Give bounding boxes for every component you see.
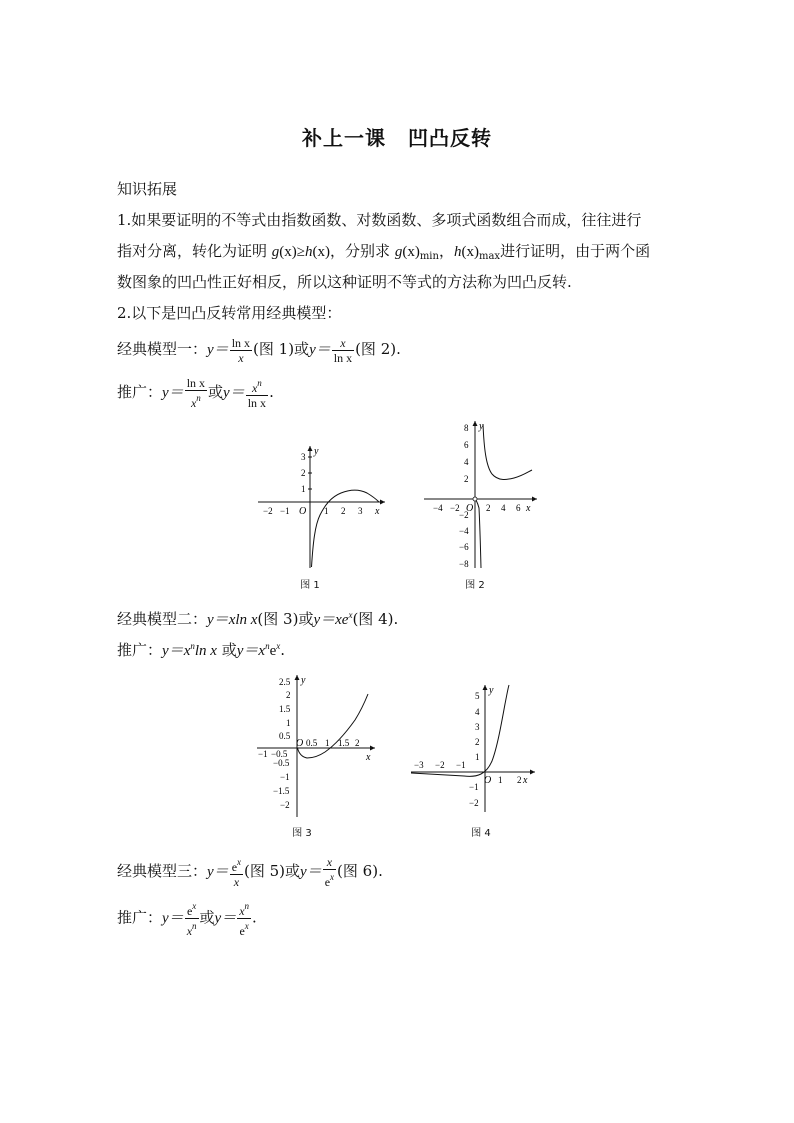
tick-label: −2 (469, 798, 479, 808)
math-h: h (453, 244, 462, 260)
text-span: . (269, 383, 274, 401)
exponent: x (237, 857, 242, 867)
fraction (237, 899, 251, 938)
math-y-eq: y＝ (223, 385, 245, 401)
frac-num (246, 376, 268, 396)
figure-1-caption: 图 1 (300, 580, 320, 591)
math-y-eq: y＝ (207, 612, 229, 628)
frac-den: ln x (247, 396, 267, 410)
math-y-eq: y＝ (313, 612, 336, 628)
x-axis-arrow (370, 746, 375, 751)
sub-min: min (419, 251, 439, 262)
tick-label: −1.5 (273, 786, 290, 796)
fraction (332, 336, 354, 365)
tick-label: 1.5 (279, 704, 291, 714)
tick-label: 0.5 (279, 731, 291, 741)
tick-label: 2 (341, 506, 346, 516)
text-span: . (252, 908, 257, 927)
text-span: 或 (208, 383, 224, 401)
tick-label: 1 (325, 738, 330, 748)
base: x (190, 396, 197, 410)
model-label: 经典模型一： (117, 340, 208, 358)
fig-ref: (图 4). (352, 610, 399, 628)
tick-label: 8 (464, 423, 469, 433)
frac-den: ln x (333, 350, 353, 365)
ext1-line (117, 376, 274, 410)
text-span: 或 (199, 908, 215, 927)
base: e (186, 904, 193, 918)
exponent: x (348, 610, 353, 620)
text-span: 或 (221, 641, 237, 659)
tick-label: 1 (498, 775, 503, 785)
section-heading: 知识拓展 (117, 180, 178, 198)
y-axis-label: y (301, 675, 306, 686)
exponent: x (330, 872, 335, 882)
math-geq: ≥ (296, 244, 306, 260)
math-paren: (x) (279, 244, 297, 260)
para1-line2 (117, 240, 650, 268)
math-expr: xln x (228, 612, 258, 628)
math-x: x (183, 643, 191, 659)
title-part1: 补上一课 (302, 126, 386, 150)
figure-4-caption: 图 4 (471, 828, 491, 839)
origin-label: O (484, 775, 492, 786)
math-y-eq: y＝ (214, 910, 237, 927)
fraction (323, 855, 336, 889)
y-axis-label: y (314, 446, 319, 457)
figure-4-graph (409, 682, 539, 814)
tick-label: 2.5 (279, 677, 291, 687)
exponent: n (244, 901, 250, 911)
tick-label: 4 (464, 457, 469, 467)
tick-label: 2 (301, 468, 306, 478)
frac-den: x (238, 350, 244, 365)
x-axis-arrow (530, 770, 535, 775)
math-x: x (258, 643, 266, 659)
math-y-eq: y＝ (207, 342, 229, 358)
fig-ref: (图 1)或 (253, 340, 310, 358)
tick-label: −2 (280, 800, 290, 810)
text-span: ，分别求 (330, 242, 391, 260)
math-g: g (394, 244, 403, 260)
title-part2: 凹凸反转 (408, 126, 492, 150)
model2-line (117, 604, 398, 631)
exponent: n (190, 641, 195, 651)
curve-x-over-lnx-left (476, 500, 481, 568)
tick-label: 1.5 (338, 738, 350, 748)
exponent: n (192, 921, 197, 931)
fraction (246, 376, 268, 410)
math-e: e (269, 643, 277, 659)
math-y-eq: y＝ (207, 864, 229, 880)
math-h: h (305, 244, 313, 260)
tick-label: −1 (258, 749, 268, 759)
fraction (185, 899, 199, 938)
fraction (230, 336, 252, 365)
x-axis-label: x (523, 775, 528, 786)
tick-label: 4 (501, 503, 506, 513)
y-axis-label: y (489, 685, 494, 696)
math-lnx: ln x (194, 643, 217, 659)
tick-label: 0.5 (306, 738, 318, 748)
fraction (230, 855, 243, 889)
math-paren: (x) (312, 244, 331, 260)
tick-label: 3 (301, 452, 306, 462)
base: e (324, 875, 331, 889)
math-y-eq: y＝ (236, 643, 259, 659)
tick-label: −2 (435, 760, 445, 770)
x-axis-label: x (366, 752, 371, 763)
origin-label: O (299, 506, 307, 517)
ext2-line (117, 635, 285, 662)
frac-num: x (323, 855, 336, 870)
tick-label: −2 (450, 503, 460, 513)
tick-label: −1 (280, 506, 290, 516)
ext-label: 推广： (117, 383, 163, 401)
base: e (239, 924, 245, 938)
tick-label: 1 (301, 484, 306, 494)
y-axis-arrow (483, 685, 488, 690)
frac-num: ln x (231, 335, 251, 350)
exponent: x (192, 901, 197, 911)
fig-ref: (图 5)或 (244, 862, 301, 880)
exponent: x (244, 921, 249, 931)
x-axis-label: x (375, 506, 380, 517)
ext-label: 推广： (117, 908, 163, 927)
frac-num (185, 899, 199, 919)
tick-label: 6 (516, 503, 521, 513)
origin-label: O (466, 503, 474, 514)
exponent: n (196, 393, 201, 403)
origin-label: O (296, 738, 304, 749)
frac-den (323, 870, 336, 889)
tick-label: 3 (475, 722, 480, 732)
tick-label: −0.5 (273, 758, 290, 768)
tick-label: −8 (459, 559, 469, 569)
fraction (185, 376, 207, 410)
math-g: g (271, 244, 280, 260)
text-span: . (280, 641, 286, 659)
base: x (239, 904, 245, 918)
math-expr: xe (335, 612, 349, 628)
frac-den (185, 919, 199, 938)
model-label: 经典模型二： (117, 610, 208, 628)
tick-label: −1 (456, 760, 466, 770)
tick-label: −6 (459, 542, 469, 552)
tick-label: 4 (475, 707, 480, 717)
tick-label: −1 (280, 772, 290, 782)
tick-label: 2 (517, 775, 522, 785)
curve-x-over-lnx-right (483, 424, 532, 479)
text-span: 指对分离，转化为证明 (117, 242, 268, 260)
tick-label: −2 (459, 510, 469, 520)
x-axis-arrow (532, 497, 537, 502)
tick-label: −2 (263, 506, 273, 516)
figure-3-graph (255, 672, 380, 820)
exponent: n (265, 641, 270, 651)
math-paren: (x) (461, 244, 479, 260)
figure-3-caption: 图 3 (292, 828, 312, 839)
ext3-line (117, 899, 257, 938)
model-label: 经典模型三： (117, 862, 208, 880)
sub-max: max (478, 251, 501, 262)
base: e (231, 860, 238, 874)
figure-2-caption: 图 2 (465, 580, 485, 591)
tick-label: 3 (358, 506, 363, 516)
text-span: ， (438, 242, 454, 260)
text-span: 进行证明，由于两个函 (500, 242, 651, 260)
frac-num (230, 855, 243, 875)
tick-label: −4 (433, 503, 443, 513)
x-axis-arrow (380, 500, 385, 505)
y-axis-arrow (308, 446, 313, 451)
tick-label: 1 (286, 718, 291, 728)
ext-label: 推广： (117, 641, 163, 659)
tick-label: 5 (475, 691, 480, 701)
tick-label: 1 (324, 506, 329, 516)
frac-den (185, 391, 207, 410)
frac-den (237, 919, 251, 938)
math-y-eq: y＝ (162, 385, 184, 401)
hollow-point (473, 497, 477, 501)
tick-label: −0.5 (271, 749, 288, 759)
tick-label: 2 (355, 738, 360, 748)
frac-den: x (233, 875, 240, 889)
tick-label: 1 (475, 752, 480, 762)
model3-line (117, 855, 383, 889)
tick-label: 2 (286, 690, 291, 700)
tick-label: 2 (464, 474, 469, 484)
frac-num: ln x (186, 376, 206, 390)
base: x (186, 924, 193, 938)
x-axis-label: x (526, 503, 531, 514)
math-y-eq: y＝ (309, 342, 331, 358)
tick-label: −4 (459, 526, 469, 536)
math-y-eq: y＝ (162, 910, 184, 927)
math-y-eq: y＝ (162, 643, 184, 659)
frac-num (237, 899, 251, 919)
fig-ref: (图 2). (355, 340, 401, 358)
y-axis-arrow (295, 675, 300, 680)
para2: 2.以下是凹凸反转常用经典模型： (117, 304, 342, 322)
tick-label: 2 (475, 737, 480, 747)
base: x (251, 381, 258, 395)
figure-2-graph (422, 418, 542, 570)
tick-label: 2 (486, 503, 491, 513)
tick-label: −1 (469, 782, 479, 792)
exponent: n (257, 378, 262, 388)
fig-ref: (图 6). (337, 862, 383, 880)
fig-ref: (图 3)或 (257, 610, 314, 628)
page-title (0, 122, 794, 151)
math-paren: (x) (402, 244, 420, 260)
model1-line (117, 333, 401, 366)
exponent: x (276, 641, 281, 651)
math-y-eq: y＝ (300, 864, 322, 880)
para1-line1: 1.如果要证明的不等式由指数函数、对数函数、多项式函数组合而成，往往进行 (117, 211, 642, 229)
para1-line3: 数图象的凹凸性正好相反，所以这种证明不等式的方法称为凹凸反转. (117, 273, 572, 291)
y-axis-arrow (473, 421, 478, 426)
y-axis-label: y (479, 421, 484, 432)
tick-label: 6 (464, 440, 469, 450)
tick-label: −3 (414, 760, 424, 770)
frac-num: x (332, 336, 354, 351)
figure-1-graph (255, 443, 390, 573)
